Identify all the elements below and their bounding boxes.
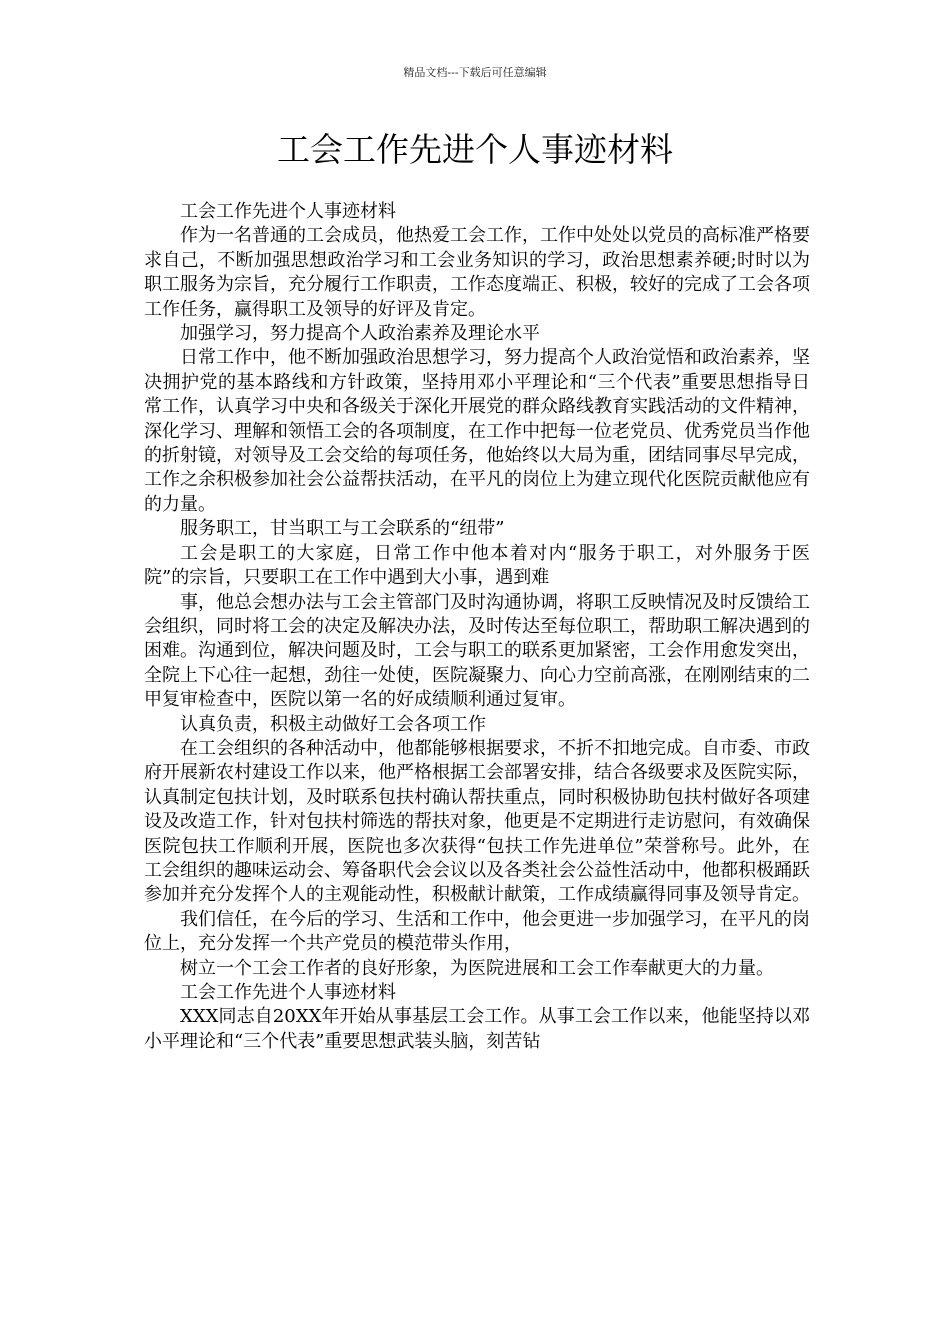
document-title: 工会工作先进个人事迹材料	[277, 130, 673, 169]
section-heading-service: 服务职工，甘当职工与工会联系的“纽带”	[180, 518, 505, 540]
paragraph-second-intro: XXX同志自20XX年开始从事基层工会工作。从事工会工作以来，他能坚持以邓小平理论和“三个代表”重要思想武装头脑，刻苦钻	[144, 1006, 810, 1052]
paragraph-duty: 在工会组织的各种活动中，他都能够根据要求，不折不扣地完成。自市委、市政府开展新农村建设工作以来，他严格根据工会部署安排，结合各级要求及医院实际，认真制定包扶计划，及时联系包扶村确认帮扶重点，同时积极协助包扶村做好各项建设及改造工作，针对包扶村筛选的帮扶对象，他更是不定期进行走访慰问，有效确保医院包扶工作顺利开展，医院也多次获得“包扶工作先进单位”荣誉称号。此外，在工会组织的趣味运动会、筹备职代会会议以及各类社会公益性活动中，他都积极踊跃参加并充分发挥个人的主观能动性，积极献计献策，工作成绩赢得同事及领导肯定。	[144, 737, 810, 906]
paragraph-subtitle: 工会工作先进个人事迹材料	[180, 201, 396, 222]
paragraph-study: 日常工作中，他不断加强政治思想学习，努力提高个人政治觉悟和政治素养，坚决拥护党的基本路线和方针政策，坚持用邓小平理论和“三个代表”重要思想指导日常工作，认真学习中央和各级关于深化开展党的群众路线教育实践活动的文件精神，深化学习、理解和领悟工会的各项制度，在工作中把每一位老党员、优秀党员当作他的折射镜，对领导及工会交给的每项任务，他始终以大局为重，团结同事尽早完成，工作之余积极参加社会公益帮扶活动，在平凡的岗位上为建立现代化医院贡献他应有的力量。	[144, 347, 810, 515]
document-body	[144, 200, 810, 1054]
paragraph-conclusion-1: 我们信任，在今后的学习、生活和工作中，他会更进一步加强学习，在平凡的岗位上，充分发挥一个共产党员的模范带头作用，	[144, 908, 810, 955]
section-heading-duty: 认真负责，积极主动做好工会各项工作	[180, 713, 486, 735]
paragraph-service-1: 工会是职工的大家庭，日常工作中他本着对内“服务于职工，对外服务于医院”的宗旨，只要职工在工作中遇到大小事，遇到难	[144, 542, 810, 589]
paragraph-service-2: 事，他总会想办法与工会主管部门及时沟通协调，将职工反映情况及时反馈给工会组织，同时将工会的决定及解决办法，及时传达至每位职工，帮助职工解决遇到的困难。沟通到位，解决问题及时，工会与职工的联系更加紧密，工会作用愈发突出，全院上下心往一起想，劲往一处使，医院凝聚力、向心力空前高涨，在刚刚结束的二甲复审检查中，医院以第一名的好成绩顺利通过复审。	[144, 591, 810, 711]
paragraph-intro: 作为一名普通的工会成员，他热爱工会工作，工作中处处以党员的高标准严格要求自己，不断加强思想政治学习和工会业务知识的学习，政治思想素养硬;时时以为职工服务为宗旨，充分履行工作职责，工作态度端正、积极，较好的完成了工会各项工作任务，赢得职工及领导的好评及肯定。	[144, 225, 810, 320]
paragraph-conclusion-2: 树立一个工会工作者的良好形象，为医院进展和工会工作奉献更大的力量。	[180, 957, 774, 979]
paragraph-second-subtitle: 工会工作先进个人事迹材料	[180, 982, 396, 1003]
section-heading-study: 加强学习，努力提高个人政治素养及理论水平	[180, 323, 540, 345]
page-header: 精品文档---下载后可任意编辑	[403, 66, 547, 79]
